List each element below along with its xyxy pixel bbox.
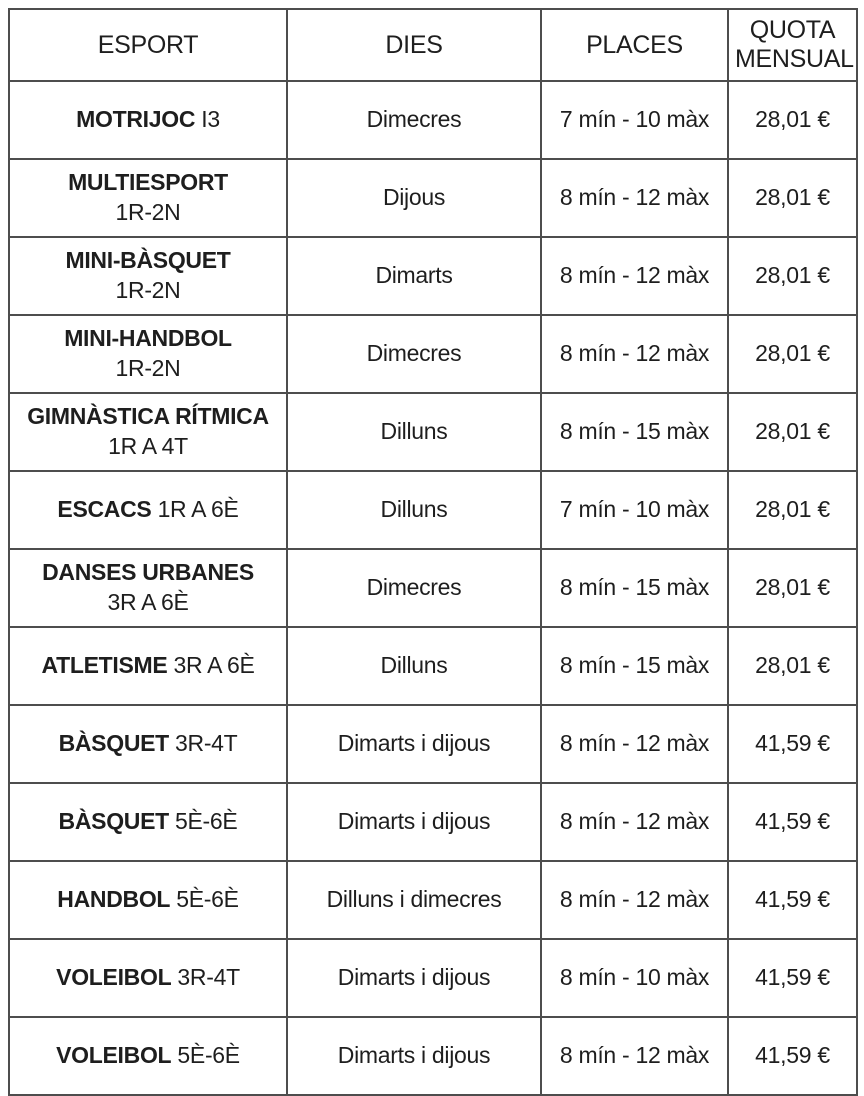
esport-detail: 1R-2N [115, 355, 181, 381]
table-row [9, 237, 857, 315]
quota-cell: 41,59 € [728, 939, 857, 1017]
esport-name: VOLEIBOL [56, 964, 172, 991]
places-cell: 8 mín - 15 màx [541, 393, 728, 471]
dies-cell: Dimecres [287, 81, 541, 159]
table-row [9, 705, 857, 783]
table-row [9, 315, 857, 393]
esport-detail: I3 [201, 106, 220, 133]
esport-cell [9, 393, 287, 471]
table-row [9, 81, 857, 159]
esport-detail: 5È-6È [177, 1042, 240, 1069]
header-quota-mensual: QUOTA MENSUAL [728, 9, 857, 81]
quota-cell: 28,01 € [728, 159, 857, 237]
esport-name: GIMNÀSTICA RÍTMICA [27, 403, 269, 430]
dies-cell: Dimarts [287, 237, 541, 315]
table-row [9, 471, 857, 549]
esport-name: MOTRIJOC [76, 106, 196, 133]
esport-detail: 3R A 6È [173, 652, 255, 679]
esport-name: MINI-HANDBOL [64, 325, 232, 352]
places-cell: 8 mín - 15 màx [541, 549, 728, 627]
dies-cell: Dimecres [287, 549, 541, 627]
table-body [9, 81, 857, 1095]
esport-cell [9, 471, 287, 549]
quota-cell: 28,01 € [728, 81, 857, 159]
dies-cell: Dilluns [287, 627, 541, 705]
esport-name: ATLETISME [41, 652, 168, 679]
table-row [9, 627, 857, 705]
quota-cell: 28,01 € [728, 393, 857, 471]
esport-detail: 3R A 6È [107, 589, 189, 615]
dies-cell: Dimarts i dijous [287, 1017, 541, 1095]
esport-detail: 1R-2N [115, 199, 181, 225]
table-row [9, 939, 857, 1017]
dies-cell: Dijous [287, 159, 541, 237]
quota-cell: 28,01 € [728, 549, 857, 627]
places-cell: 7 mín - 10 màx [541, 471, 728, 549]
esport-detail: 1R-2N [115, 277, 181, 303]
esport-cell [9, 1017, 287, 1095]
esport-cell [9, 939, 287, 1017]
esport-name: BÀSQUET [58, 730, 169, 757]
places-cell: 8 mín - 12 màx [541, 783, 728, 861]
table-row [9, 159, 857, 237]
places-cell: 8 mín - 12 màx [541, 1017, 728, 1095]
quota-cell: 28,01 € [728, 627, 857, 705]
places-cell: 8 mín - 12 màx [541, 705, 728, 783]
quota-cell: 41,59 € [728, 705, 857, 783]
table-row [9, 861, 857, 939]
esport-name: HANDBOL [57, 886, 171, 913]
esport-detail: 3R-4T [175, 730, 238, 757]
esport-detail: 5È-6È [176, 886, 239, 913]
quota-cell: 41,59 € [728, 1017, 857, 1095]
dies-cell: Dimarts i dijous [287, 705, 541, 783]
places-cell: 8 mín - 10 màx [541, 939, 728, 1017]
esport-cell [9, 549, 287, 627]
table-row [9, 393, 857, 471]
quota-cell: 41,59 € [728, 783, 857, 861]
dies-cell: Dimarts i dijous [287, 939, 541, 1017]
esport-cell [9, 237, 287, 315]
esport-cell [9, 315, 287, 393]
places-cell: 8 mín - 12 màx [541, 159, 728, 237]
header-dies: DIES [287, 9, 541, 81]
dies-cell: Dimarts i dijous [287, 783, 541, 861]
table-row [9, 783, 857, 861]
esport-detail: 1R A 6È [157, 496, 239, 523]
esport-name: DANSES URBANES [42, 559, 254, 586]
esport-cell [9, 81, 287, 159]
places-cell: 8 mín - 15 màx [541, 627, 728, 705]
header-row [9, 9, 857, 81]
esport-name: MINI-BÀSQUET [65, 247, 231, 274]
quota-cell: 28,01 € [728, 471, 857, 549]
esport-name: MULTIESPORT [68, 169, 228, 196]
table-row [9, 1017, 857, 1095]
sports-pricing-table [8, 8, 858, 1096]
header-places: PLACES [541, 9, 728, 81]
esport-name: ESCACS [57, 496, 152, 523]
esport-detail: 3R-4T [177, 964, 240, 991]
places-cell: 7 mín - 10 màx [541, 81, 728, 159]
quota-cell: 28,01 € [728, 315, 857, 393]
places-cell: 8 mín - 12 màx [541, 237, 728, 315]
dies-cell: Dilluns [287, 471, 541, 549]
dies-cell: Dimecres [287, 315, 541, 393]
esport-detail: 5È-6È [175, 808, 238, 835]
esport-cell [9, 705, 287, 783]
table-row [9, 549, 857, 627]
esport-cell [9, 861, 287, 939]
quota-cell: 41,59 € [728, 861, 857, 939]
esport-name: BÀSQUET [58, 808, 169, 835]
esport-cell [9, 627, 287, 705]
esport-detail: 1R A 4T [108, 433, 188, 459]
table-header [9, 9, 857, 81]
places-cell: 8 mín - 12 màx [541, 315, 728, 393]
esport-name: VOLEIBOL [56, 1042, 172, 1069]
esport-cell [9, 159, 287, 237]
esport-cell [9, 783, 287, 861]
header-esport: ESPORT [9, 9, 287, 81]
quota-cell: 28,01 € [728, 237, 857, 315]
dies-cell: Dilluns [287, 393, 541, 471]
dies-cell: Dilluns i dimecres [287, 861, 541, 939]
places-cell: 8 mín - 12 màx [541, 861, 728, 939]
